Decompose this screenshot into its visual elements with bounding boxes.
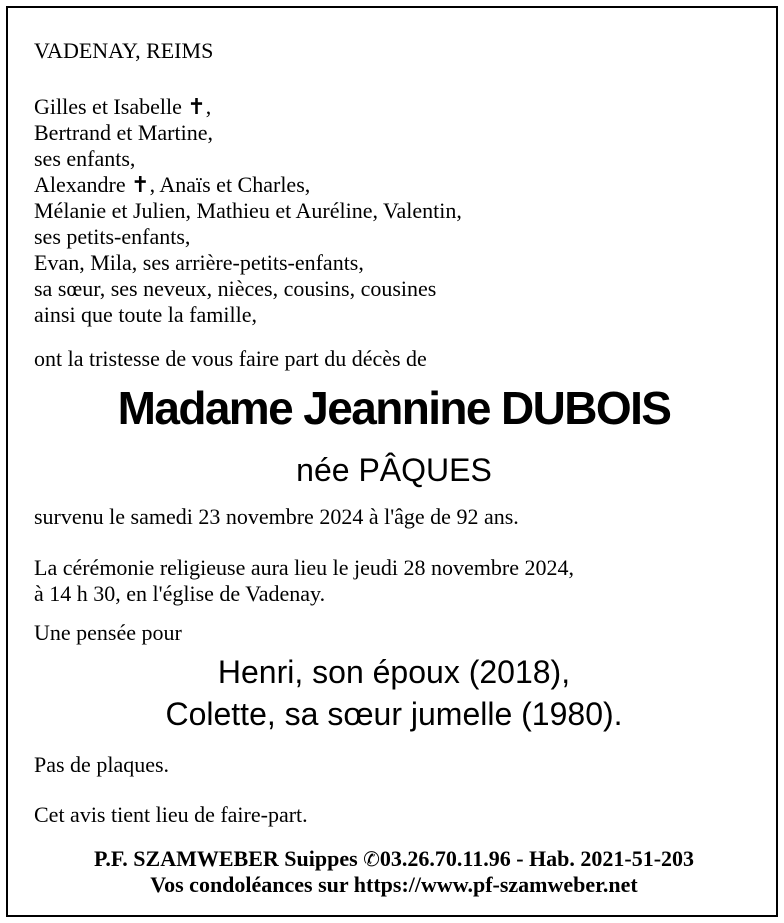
cross-icon: ✝ (187, 95, 206, 120)
funeral-home-name: P.F. SZAMWEBER Suippes (93, 846, 358, 871)
notice-text: Cet avis tient lieu de faire-part. (34, 802, 308, 827)
family-line-2: Bertrand et Martine, (34, 120, 213, 145)
memory-line-1: Henri, son époux (2018), (217, 654, 571, 690)
maiden-name: née PÂQUES (296, 452, 492, 488)
deceased-name: Madame Jeannine DUBOIS (117, 382, 671, 434)
family-line-3: ses enfants, (34, 146, 136, 171)
thought-intro: Une pensée pour (34, 620, 182, 645)
phone-and-license: 03.26.70.11.96 - Hab. 2021-51-203 (379, 846, 695, 871)
family-line-5: Mélanie et Julien, Mathieu et Auréline, Valentin, (34, 198, 462, 223)
death-date-text: survenu le samedi 23 novembre 2024 à l'âge de 92 ans. (34, 504, 519, 529)
family-line-9: ainsi que toute la famille, (34, 302, 257, 327)
ceremony-line-2: à 14 h 30, en l'église de Vadenay. (34, 581, 326, 606)
phone-icon: ✆ (363, 847, 380, 871)
family-line-6: ses petits-enfants, (34, 224, 191, 249)
obituary-notice (6, 6, 778, 917)
condolences-link[interactable]: Vos condoléances sur https://www.pf-szamweber.net (150, 872, 638, 897)
no-flowers-text: Pas de plaques. (34, 752, 170, 777)
family-line-7: Evan, Mila, ses arrière-petits-enfants, (34, 250, 364, 275)
cross-icon: ✝ (131, 173, 150, 198)
family-line-8: sa sœur, ses neveux, nièces, cousins, cousines (34, 276, 437, 301)
announcement-text: ont la tristesse de vous faire part du décès de (34, 346, 427, 371)
ceremony-line-1: La cérémonie religieuse aura lieu le jeudi 28 novembre 2024, (34, 555, 575, 580)
family-line-4: Alexandre ✝, Anaïs et Charles, (34, 172, 311, 198)
funeral-home-line (8, 846, 780, 872)
location-header: VADENAY, REIMS (34, 38, 214, 63)
family-line-1: Gilles et Isabelle ✝, (34, 94, 212, 120)
memory-line-2: Colette, sa sœur jumelle (1980). (165, 696, 623, 732)
